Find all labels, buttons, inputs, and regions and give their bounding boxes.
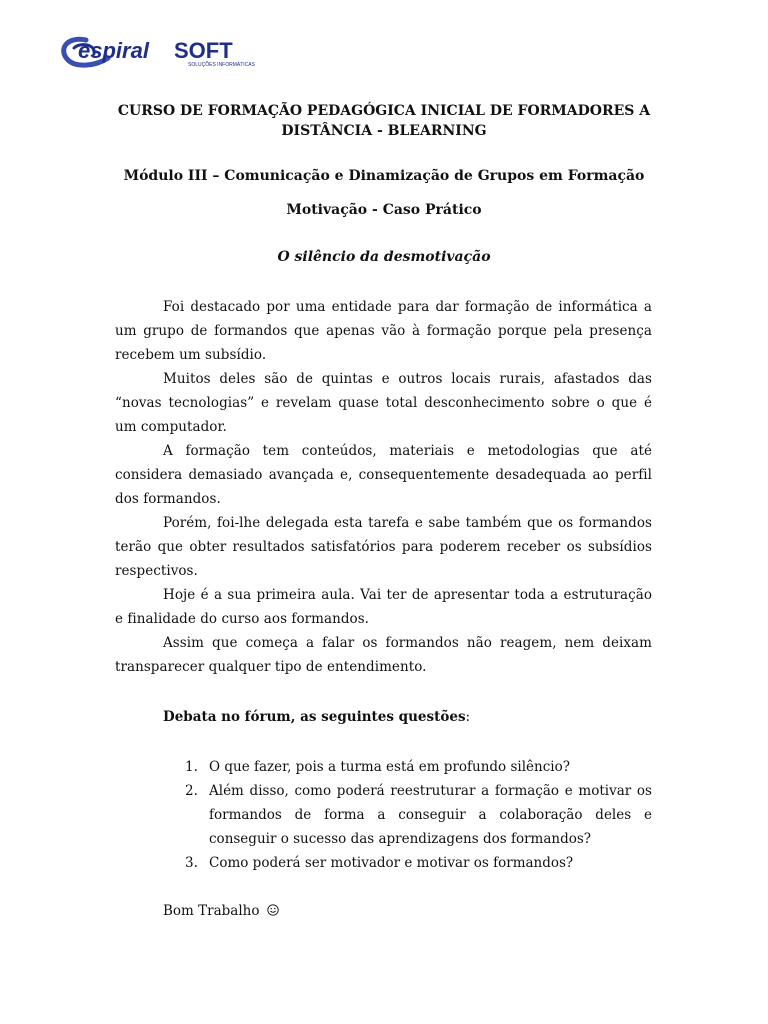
paragraph: Foi destacado por uma entidade para dar formação de informática a um grupo de formandos que apenas vão à formação porque pela presença recebem um subsídio. (115, 299, 652, 363)
company-logo (56, 32, 270, 72)
svg-text:SOFT: SOFT (174, 38, 233, 63)
question-item (163, 779, 652, 851)
svg-text:SOLUÇÕES INFORMÁTICAS: SOLUÇÕES INFORMÁTICAS (188, 62, 255, 68)
paragraph: Assim que começa a falar os formandos não reagem, nem deixam transparecer qualquer tipo de entendimento. (115, 635, 652, 675)
smiley-face-icon (267, 904, 279, 916)
question-text: Como poderá ser motivador e motivar os formandos? (209, 855, 574, 871)
svg-text:espiral: espiral (78, 38, 149, 63)
debate-suffix: : (465, 709, 471, 725)
course-title: CURSO DE FORMAÇÃO PEDAGÓGICA INICIAL DE FORMADORES A DISTÂNCIA - BLEARNING (117, 103, 651, 139)
case-description (115, 295, 652, 679)
closing-text: Bom Trabalho (163, 903, 260, 919)
paragraph: Hoje é a sua primeira aula. Vai ter de apresentar toda a estruturação e finalidade do curso aos formandos. (115, 587, 652, 627)
debate-instruction (163, 707, 470, 727)
question-text: Além disso, como poderá reestruturar a formação e motivar os formandos de forma a conseguir a colaboração deles e conseguir o sucesso das aprendizagens dos formandos? (209, 783, 652, 847)
question-item (163, 755, 652, 779)
question-item (163, 851, 652, 875)
questions-list (163, 755, 652, 875)
question-number: 3. (185, 855, 198, 871)
section-subtitle: Motivação - Caso Prático (286, 202, 482, 218)
closing-line (163, 901, 279, 921)
question-number: 2. (185, 783, 198, 799)
paragraph: A formação tem conteúdos, materiais e metodologias que até considera demasiado avançada e, consequentemente desadequada ao perfil dos formandos. (115, 443, 652, 507)
question-number: 1. (185, 759, 198, 775)
espiral-soft-logo-graphic (56, 32, 270, 72)
paragraph: Porém, foi-lhe delegada esta tarefa e sabe também que os formandos terão que obter resultados satisfatórios para poderem receber os subsídios respectivos. (115, 515, 652, 579)
paragraph: Muitos deles são de quintas e outros locais rurais, afastados das “novas tecnologias” e revelam quase total desconhecimento sobre o que é um computador. (115, 371, 652, 435)
case-study-title: O silêncio da desmotivação (277, 249, 491, 265)
question-text: O que fazer, pois a turma está em profundo silêncio? (209, 759, 570, 775)
debate-label: Debata no fórum, as seguintes questões (163, 709, 466, 725)
module-title: Módulo III – Comunicação e Dinamização de Grupos em Formação (123, 168, 645, 184)
